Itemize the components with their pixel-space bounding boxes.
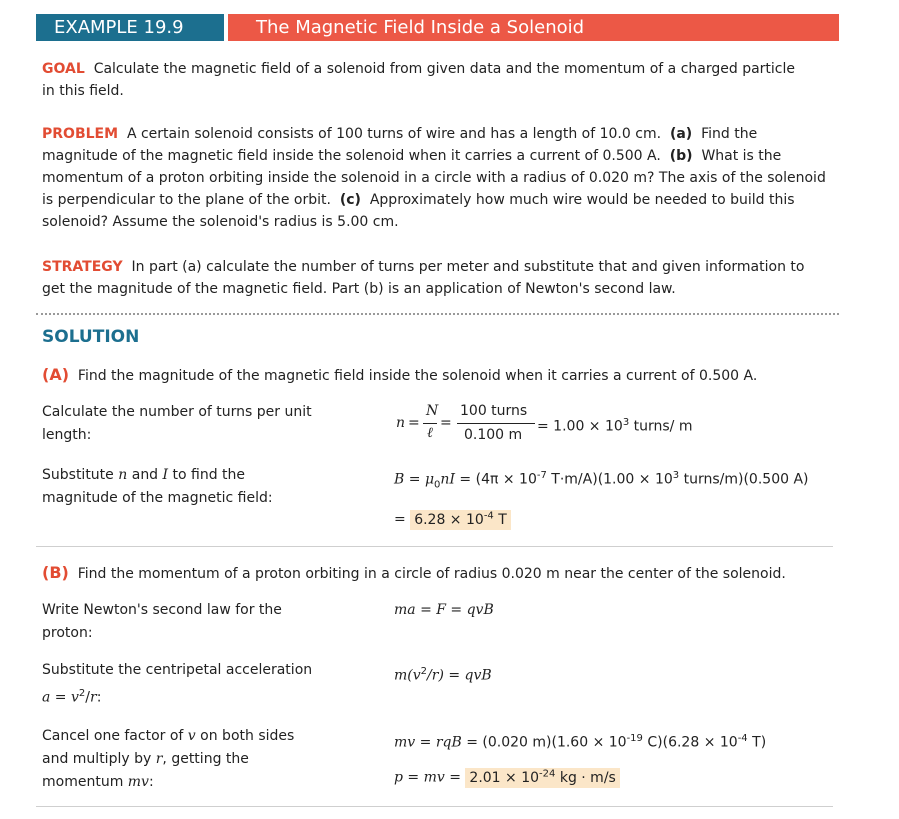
fraction-numerator: 100 turns bbox=[460, 403, 528, 419]
part-a-result-highlight: $6.28 \times 10^{-4}$ T bbox=[410, 510, 511, 530]
part-b-step3-text: Cancel one factor of v on both sides and multiply by r, getting the momentum mv: bbox=[42, 728, 295, 790]
problem-text-c: Approximately how much wire would be needed to build this solenoid? Assume the solenoid's radius is 5.00 cm. bbox=[42, 192, 795, 230]
goal-text: Calculate the magnetic field of a solenoid from given data and the momentum of a charged particle in this field. bbox=[42, 61, 795, 99]
equals-sign-1: = bbox=[408, 415, 420, 431]
part-b-label: (B) bbox=[42, 563, 69, 582]
part-a-step2-text: Substitute n and I to find the magnitude of the magnetic field: bbox=[42, 467, 273, 506]
n-symbol: n bbox=[396, 415, 406, 431]
example-label: EXAMPLE 19.9 bbox=[36, 14, 224, 41]
step1-result: = $1.00 \times 10^3$ turns/ m bbox=[537, 417, 693, 435]
part-b-text: Find the momentum of a proton orbiting in a circle of radius 0.020 m near the center of the solenoid. bbox=[77, 566, 786, 582]
part-a-result: = $6.28 \times 10^{-4}$ T bbox=[394, 510, 511, 528]
example-header bbox=[36, 14, 839, 41]
equals-sign-2: = bbox=[440, 415, 452, 431]
section-divider bbox=[36, 313, 839, 315]
solution-title: SOLUTION bbox=[42, 327, 140, 347]
part-b-heading bbox=[42, 563, 786, 582]
part-a-heading bbox=[42, 365, 757, 384]
fraction-bar-1 bbox=[423, 423, 437, 424]
strategy-text: In part (a) calculate the number of turns per meter and substitute that and given information to get the magnitude of the magnetic field. Part (b) is an application of Newton's second law. bbox=[42, 259, 805, 297]
part-b-step3-math: mv = rqB = (0.020 $m)(1.60 \times 10^{-19}$ $C)(6.28 \times 10^{-4}$ T) bbox=[394, 733, 767, 751]
problem-a-label: (a) bbox=[669, 126, 693, 142]
example-title: The Magnetic Field Inside a Solenoid bbox=[228, 14, 839, 41]
part-divider bbox=[36, 546, 833, 547]
problem-b-label: (b) bbox=[669, 148, 693, 164]
part-b-result-highlight: $2.01 \times 10^{-24}$ kg · m/s bbox=[465, 768, 619, 788]
problem-text-1: A certain solenoid consists of 100 turns of wire and has a length of 10.0 cm. bbox=[126, 126, 662, 142]
part-a-step1-text: Calculate the number of turns per unit length: bbox=[42, 404, 312, 443]
problem-c-label: (c) bbox=[339, 192, 361, 208]
part-b-step2-math: $m(v^2/r)$ = qvB bbox=[394, 666, 492, 684]
fraction-denominator: 0.100 m bbox=[464, 427, 523, 443]
part-b-step1-text: Write Newton's second law for the proton: bbox=[42, 602, 282, 641]
strategy-paragraph bbox=[42, 256, 827, 300]
goal-tag: GOAL bbox=[42, 61, 85, 77]
goal-paragraph bbox=[42, 58, 802, 102]
part-b-step1-math: ma = F = qvB bbox=[394, 602, 494, 618]
part-a-step2-math: $B = \mu_0nI = (4\pi \times 10^{-7}$ $T\cdot m/A)(1.00 \times 10^3$ turns/m)(0.500 A) bbox=[394, 470, 809, 491]
problem-tag: PROBLEM bbox=[42, 126, 119, 142]
N-symbol: N bbox=[426, 403, 439, 419]
part-b-result: p = mv = $2.01 \times 10^{-24}$ kg · m/s bbox=[394, 768, 620, 786]
problem-text-a: Find the magnitude of the magnetic field inside the solenoid when it carries a current of 0.500 A. bbox=[42, 126, 758, 164]
fraction-bar-2 bbox=[457, 423, 535, 424]
length-symbol: ℓ bbox=[427, 425, 433, 441]
part-b-step2-text: Substitute the centripetal acceleration $a = v^2/r$: bbox=[42, 662, 313, 706]
part-a-label: (A) bbox=[42, 365, 70, 384]
strategy-tag: STRATEGY bbox=[42, 259, 123, 275]
part-a-text: Find the magnitude of the magnetic field inside the solenoid when it carries a current of 0.500 A. bbox=[77, 368, 758, 384]
problem-paragraph bbox=[42, 123, 837, 233]
bottom-divider bbox=[36, 806, 833, 807]
problem-text-b: What is the momentum of a proton orbiting inside the solenoid in a circle with a radius of 0.020 m? The axis of the solenoid is perpendicular to the plane of the orbit. bbox=[42, 148, 826, 208]
part-a-step1-math bbox=[394, 401, 854, 447]
